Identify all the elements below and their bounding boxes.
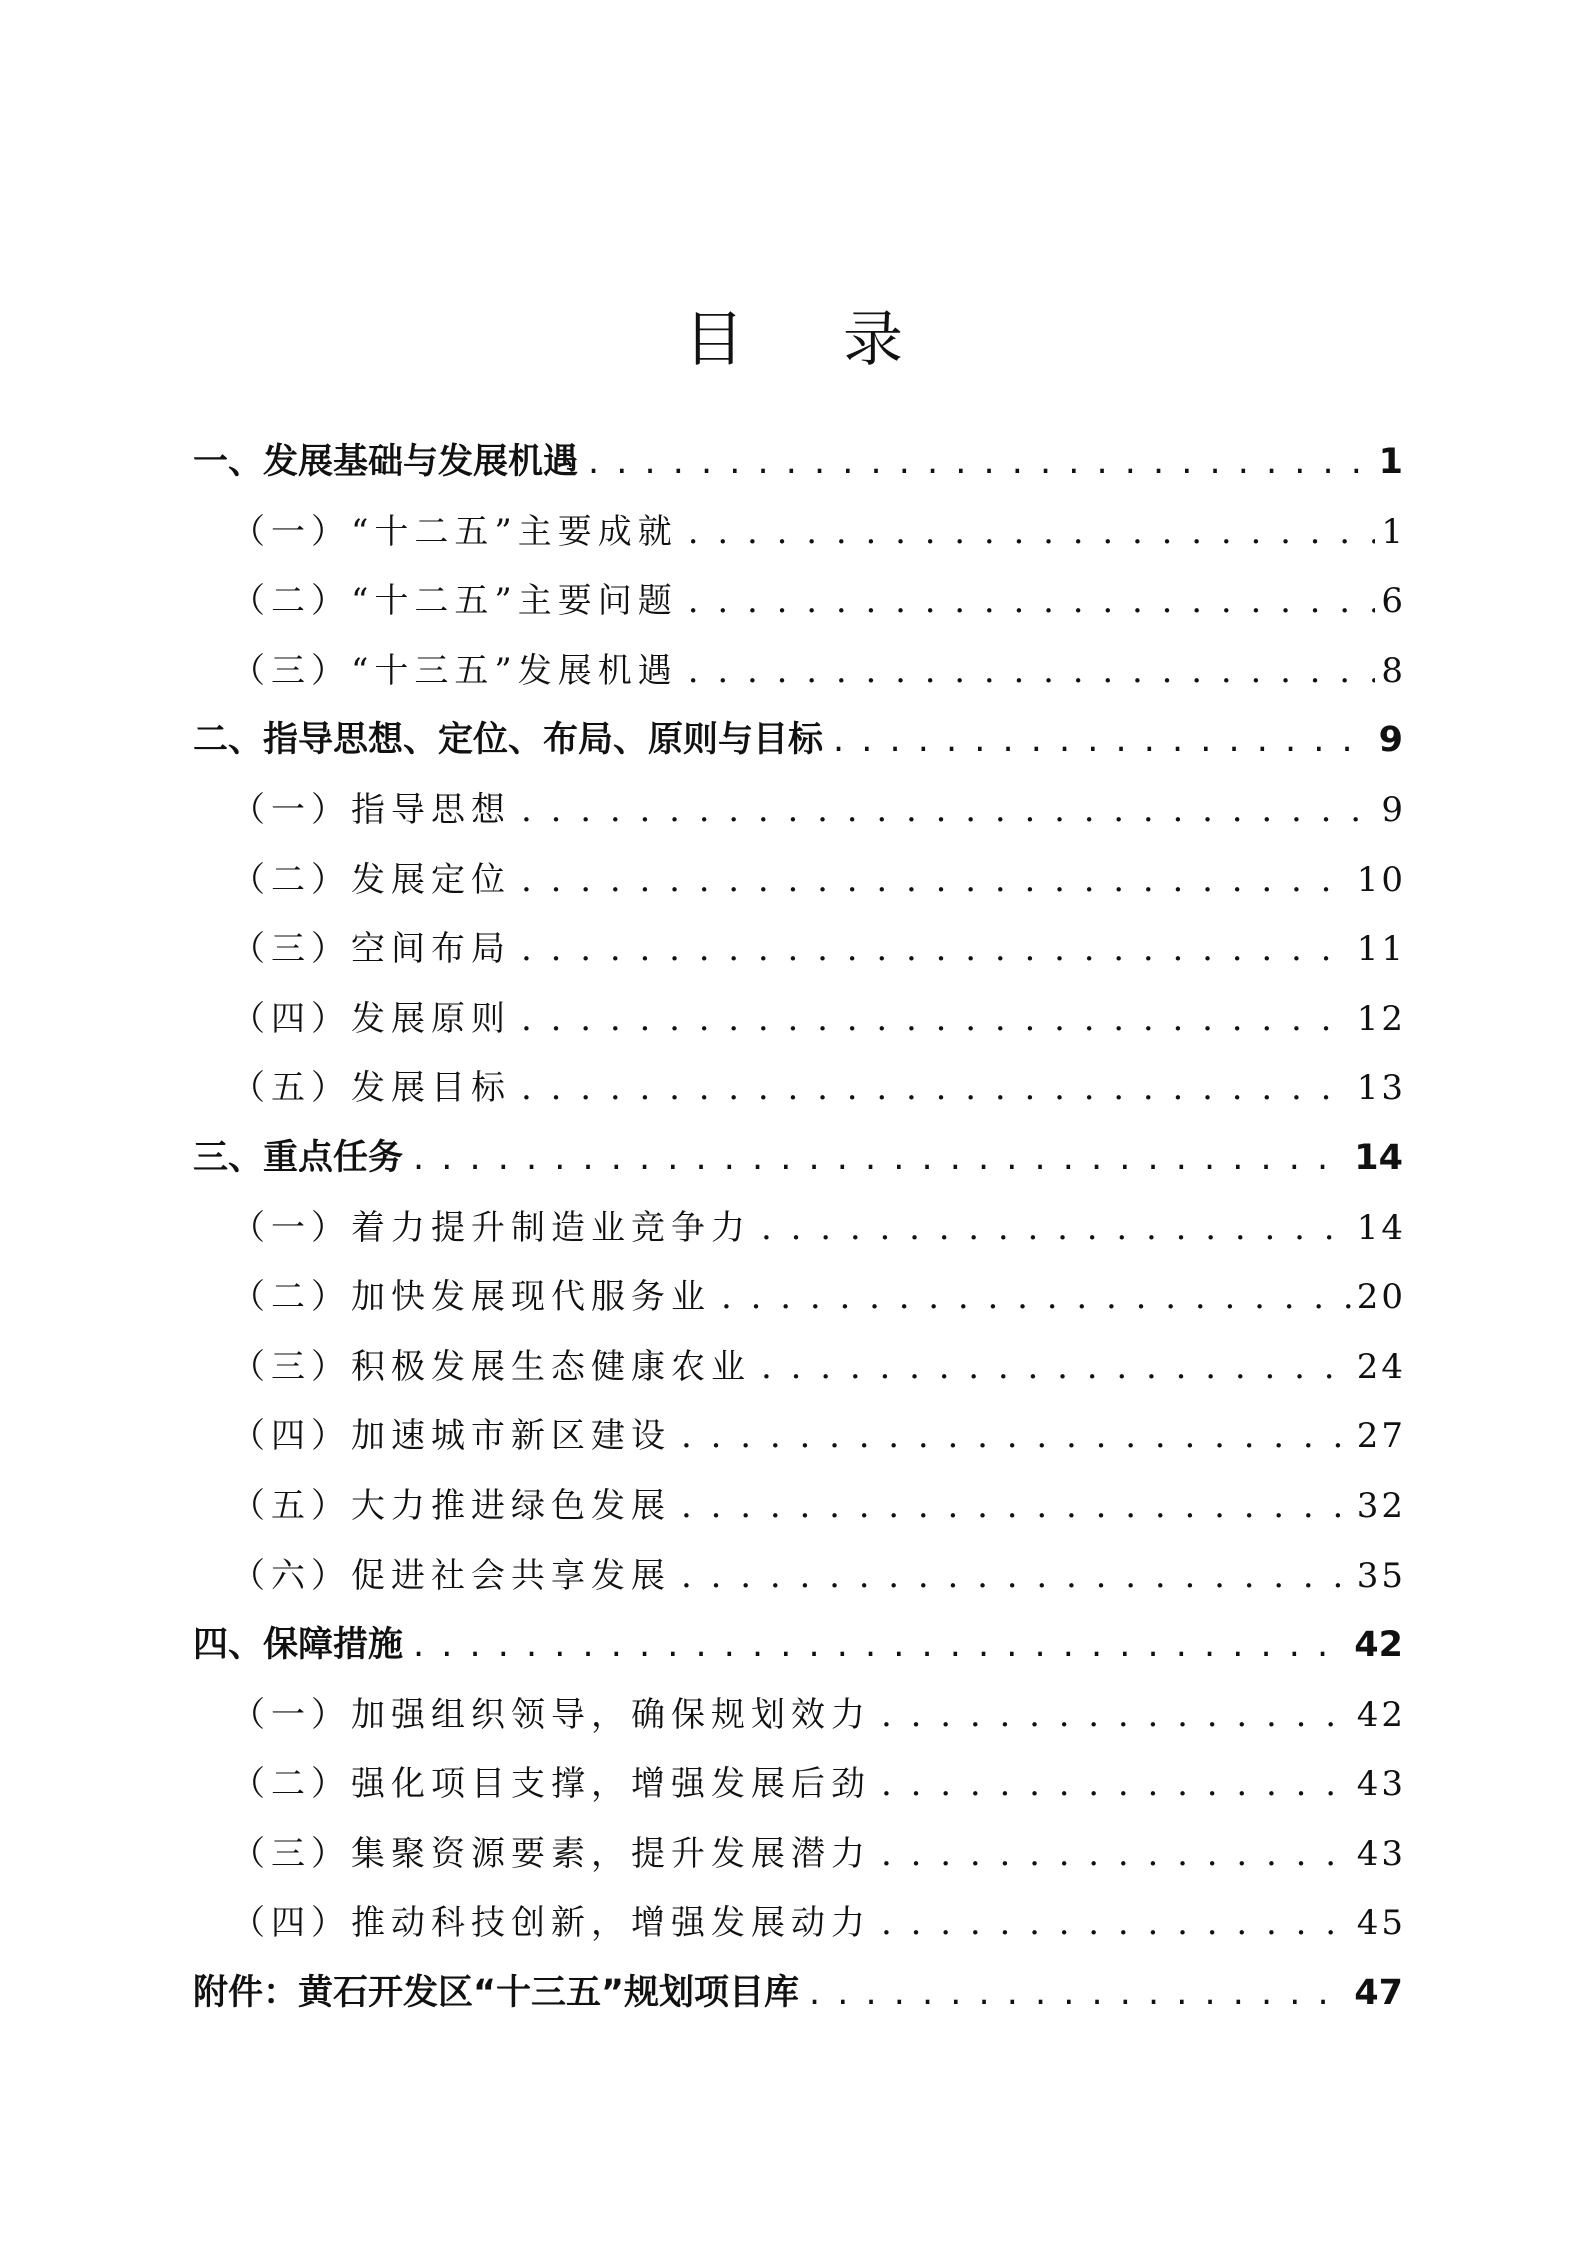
toc-entry-label: （二）加快发展现代服务业 xyxy=(231,1277,711,1318)
toc-page-number: 43 xyxy=(1356,1764,1406,1805)
toc-entry[interactable] xyxy=(193,1889,1406,1959)
toc-leader-dots xyxy=(413,1124,1348,1194)
toc-entry[interactable] xyxy=(193,1263,1406,1333)
toc-leader-dots xyxy=(413,1611,1348,1681)
toc-page-number: 45 xyxy=(1356,1903,1406,1944)
toc-leader-dots xyxy=(521,915,1351,985)
toc-entry-label: （三）集聚资源要素，提升发展潜力 xyxy=(231,1833,871,1874)
toc-leader-dots xyxy=(681,1402,1351,1472)
toc-entry[interactable] xyxy=(193,1611,1403,1681)
toc-entry[interactable] xyxy=(193,1194,1406,1264)
toc-entry-label: （六）促进社会共享发展 xyxy=(231,1555,671,1596)
toc-entry[interactable] xyxy=(193,1681,1406,1751)
toc-entry[interactable] xyxy=(193,706,1403,776)
toc-entry-label: （五）发展目标 xyxy=(231,1068,511,1109)
toc-entry-label: 四、保障措施 xyxy=(193,1625,404,1666)
toc-entry[interactable] xyxy=(193,567,1406,637)
toc-entry-label: （四）加速城市新区建设 xyxy=(231,1416,671,1457)
toc-entry-label: （二）发展定位 xyxy=(231,859,511,900)
toc-entry[interactable] xyxy=(193,1750,1406,1820)
toc-entry[interactable] xyxy=(193,776,1406,846)
toc-page-number: 27 xyxy=(1356,1416,1406,1457)
toc-entry-label: （二）“十二五”主要问题 xyxy=(231,581,678,622)
toc-page-number: 10 xyxy=(1356,859,1406,900)
toc-leader-dots xyxy=(521,846,1351,916)
toc-leader-dots xyxy=(881,1681,1351,1751)
toc-page-number: 8 xyxy=(1381,650,1406,691)
toc-entry[interactable] xyxy=(193,1472,1406,1542)
toc-entry[interactable] xyxy=(193,637,1406,707)
toc-leader-dots xyxy=(833,706,1373,776)
toc-leader-dots xyxy=(681,1472,1351,1542)
toc-entry[interactable] xyxy=(193,915,1406,985)
toc-page-number: 32 xyxy=(1356,1485,1406,1526)
toc-entry[interactable] xyxy=(193,1820,1406,1890)
toc-page-number: 14 xyxy=(1354,1137,1403,1178)
toc-entry[interactable] xyxy=(193,1542,1406,1612)
toc-entry-label: （一）加强组织领导，确保规划效力 xyxy=(231,1694,871,1735)
toc-leader-dots xyxy=(761,1194,1351,1264)
toc-page-number: 47 xyxy=(1354,1973,1403,2014)
toc-entry-label: （五）大力推进绿色发展 xyxy=(231,1485,671,1526)
toc-entry[interactable] xyxy=(193,1333,1406,1403)
page-title: 目 录 xyxy=(683,305,944,375)
toc-page-number: 6 xyxy=(1381,581,1406,622)
toc-entry[interactable] xyxy=(193,1402,1406,1472)
toc-entry-label: （一）指导思想 xyxy=(231,789,511,830)
toc-leader-dots xyxy=(588,428,1373,498)
toc-entry-label: 附件：黄石开发区“十三五”规划项目库 xyxy=(193,1973,800,2014)
toc-leader-dots xyxy=(761,1333,1351,1403)
toc-leader-dots xyxy=(688,637,1376,707)
toc-leader-dots xyxy=(681,1542,1351,1612)
toc-entry[interactable] xyxy=(193,428,1403,498)
toc-page-number: 24 xyxy=(1356,1346,1406,1387)
toc-page-number: 11 xyxy=(1356,929,1406,970)
toc-entry-label: 二、指导思想、定位、布局、原则与目标 xyxy=(193,720,824,761)
toc-entry[interactable] xyxy=(193,985,1406,1055)
toc-entry-label: （三）空间布局 xyxy=(231,929,511,970)
toc-page-number: 13 xyxy=(1356,1068,1406,1109)
toc-page-number: 14 xyxy=(1356,1207,1406,1248)
toc-leader-dots xyxy=(881,1750,1351,1820)
toc-page-number: 1 xyxy=(1378,442,1403,482)
toc-leader-dots xyxy=(881,1820,1351,1890)
toc-leader-dots xyxy=(721,1263,1351,1333)
toc-page-number: 12 xyxy=(1356,998,1406,1039)
toc-entry-label: （三）“十三五”发展机遇 xyxy=(231,650,678,691)
toc-entry-label: （四）推动科技创新，增强发展动力 xyxy=(231,1903,871,1944)
toc-page-number: 9 xyxy=(1381,789,1406,830)
toc-entry-label: （三）积极发展生态健康农业 xyxy=(231,1346,751,1387)
toc-page-number: 42 xyxy=(1356,1694,1406,1735)
toc-entry-label: 一、发展基础与发展机遇 xyxy=(193,442,579,482)
toc-page-number: 20 xyxy=(1356,1277,1406,1318)
toc-entry[interactable] xyxy=(193,1054,1406,1124)
toc-leader-dots xyxy=(809,1959,1348,2029)
table-of-contents xyxy=(193,428,1406,2029)
toc-entry-label: （四）发展原则 xyxy=(231,998,511,1039)
toc-leader-dots xyxy=(881,1889,1351,1959)
toc-page-number: 42 xyxy=(1354,1625,1403,1666)
toc-page-number: 9 xyxy=(1378,720,1403,761)
toc-leader-dots xyxy=(521,776,1375,846)
toc-leader-dots xyxy=(521,1054,1351,1124)
toc-entry[interactable] xyxy=(193,1124,1403,1194)
toc-entry[interactable] xyxy=(193,498,1406,568)
toc-page-number: 43 xyxy=(1356,1833,1406,1874)
toc-entry-label: （二）强化项目支撑，增强发展后劲 xyxy=(231,1764,871,1805)
toc-leader-dots xyxy=(688,498,1376,568)
toc-entry-label: （一）着力提升制造业竞争力 xyxy=(231,1207,751,1248)
toc-page-number: 1 xyxy=(1381,511,1406,552)
toc-leader-dots xyxy=(688,567,1376,637)
toc-leader-dots xyxy=(521,985,1351,1055)
toc-entry-label: （一）“十二五”主要成就 xyxy=(231,511,678,552)
toc-entry[interactable] xyxy=(193,846,1406,916)
toc-entry[interactable] xyxy=(193,1959,1403,2029)
toc-entry-label: 三、重点任务 xyxy=(193,1137,404,1178)
toc-page-number: 35 xyxy=(1356,1555,1406,1596)
